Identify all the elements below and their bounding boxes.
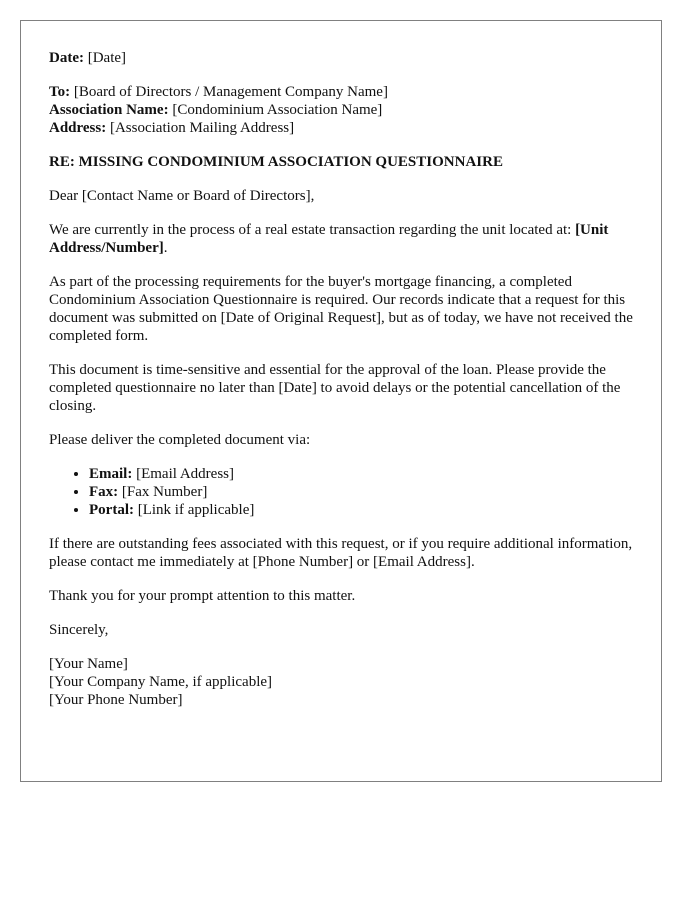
to-line [49, 83, 633, 101]
date-value: [Date] [87, 50, 127, 66]
address-label: Address: [49, 120, 107, 136]
association-value: [Condominium Association Name] [172, 102, 383, 118]
date-label: Date: [49, 50, 84, 66]
signature-phone: [Your Phone Number] [49, 692, 183, 708]
delivery-item-portal [89, 501, 633, 519]
delivery-value-fax: [Fax Number] [121, 484, 208, 500]
recipient-block [49, 83, 633, 137]
delivery-label-portal: Portal: [89, 502, 134, 518]
association-label: Association Name: [49, 102, 169, 118]
to-label: To: [49, 84, 71, 100]
paragraph-transaction [49, 221, 633, 257]
address-value: [Association Mailing Address] [109, 120, 295, 136]
unit-address: [Unit Address/Number] [49, 222, 609, 256]
salutation: Dear [Contact Name or Board of Directors], [49, 188, 315, 204]
paragraph-thanks: Thank you for your prompt attention to this matter. [49, 588, 356, 604]
subject-line [49, 153, 633, 171]
paragraph-delivery-intro: Please deliver the completed document via: [49, 432, 311, 448]
signature-block [49, 655, 633, 709]
delivery-item-email [89, 465, 633, 483]
delivery-item-fax [89, 483, 633, 501]
paragraph-requirements: As part of the processing requirements for the buyer's mortgage financing, a completed Condominium Association Questionnaire is required. Our records indicate that a request for this document was submitted on [Date of Original Request], but as of today, we have not received the completed form. [49, 274, 633, 344]
paragraph-deadline: This document is time-sensitive and essential for the approval of the loan. Please provide the completed questionnaire no later than [Date] to avoid delays or the potential cancellation of the closing. [49, 362, 621, 414]
paragraph-transaction-text: We are currently in the process of a real estate transaction regarding the unit located at: [49, 222, 576, 238]
address-line [49, 119, 633, 137]
date-line [49, 49, 633, 67]
subject-text: RE: MISSING CONDOMINIUM ASSOCIATION QUESTIONNAIRE [49, 154, 503, 170]
signature-company: [Your Company Name, if applicable] [49, 674, 273, 690]
paragraph-fees: If there are outstanding fees associated with this request, or if you require additional information, please contact me immediately at [Phone Number] or [Email Address]. [49, 536, 633, 570]
paragraph-transaction-end: . [163, 240, 168, 256]
letter-page [20, 20, 662, 782]
delivery-value-portal: [Link if applicable] [137, 502, 255, 518]
association-line [49, 101, 633, 119]
delivery-list [49, 465, 633, 519]
delivery-value-email: [Email Address] [136, 466, 234, 482]
delivery-label-email: Email: [89, 466, 133, 482]
closing: Sincerely, [49, 622, 109, 638]
signature-name: [Your Name] [49, 656, 128, 672]
delivery-label-fax: Fax: [89, 484, 119, 500]
to-value: [Board of Directors / Management Company Name] [73, 84, 388, 100]
